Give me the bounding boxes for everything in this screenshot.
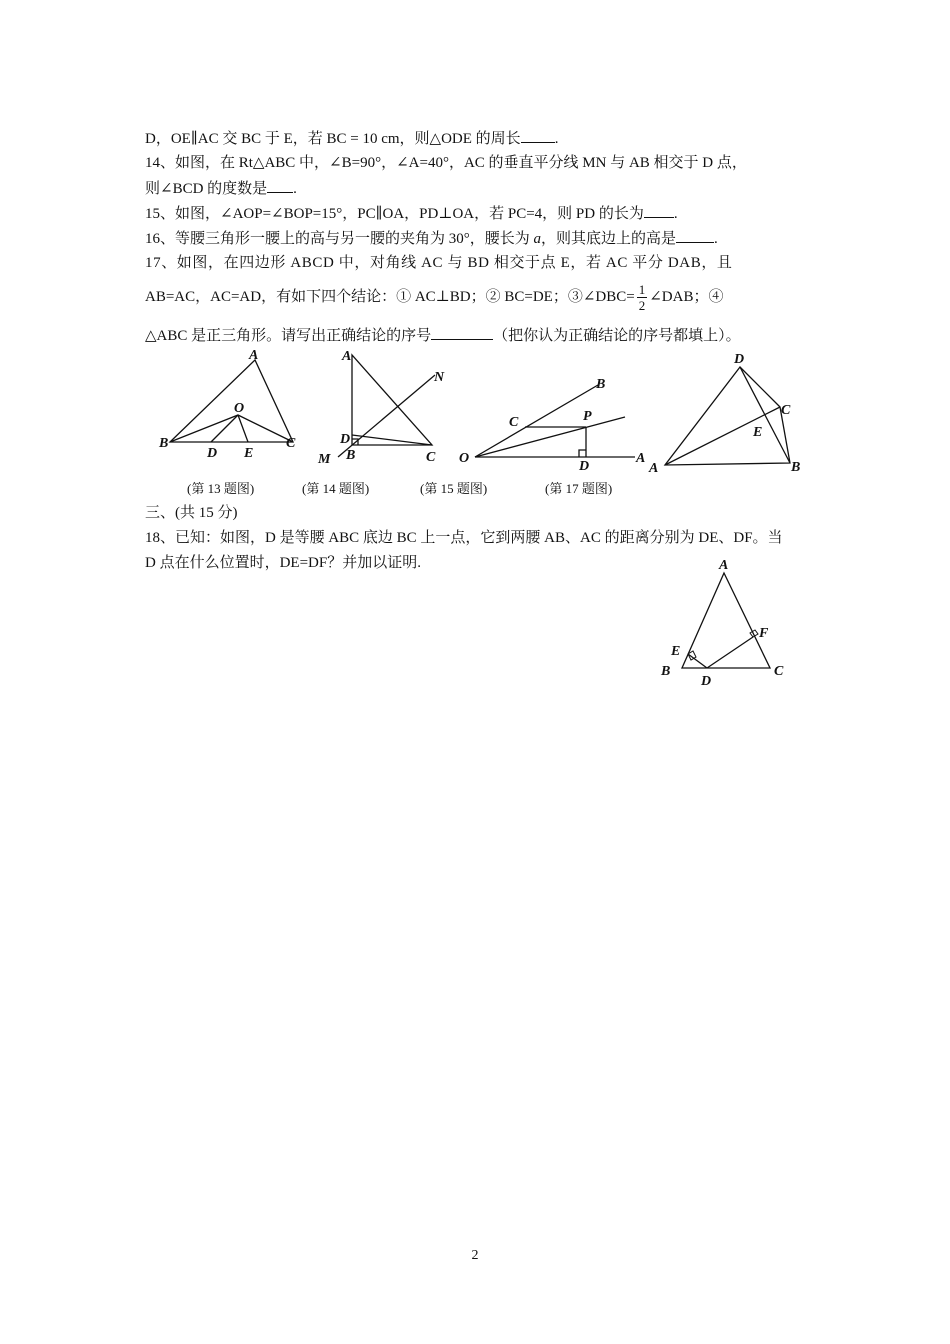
caption-figure-13: (第 13 题图)	[187, 481, 255, 496]
label-C: C	[774, 664, 784, 679]
figure-15	[455, 370, 655, 474]
label-E: E	[753, 425, 763, 440]
answer-blank	[644, 203, 674, 218]
q15-line	[145, 203, 678, 224]
q17-text-3: ∠DAB；④	[649, 288, 724, 305]
q17-text-2: AB=AC，AC=AD，有如下四个结论：① AC⊥BD；② BC=DE；③∠DBC=	[145, 288, 635, 305]
label-D: D	[207, 446, 218, 461]
label-A: A	[719, 558, 729, 573]
label-A: A	[342, 349, 352, 364]
page-number: 2	[471, 1248, 479, 1263]
label-C: C	[286, 436, 296, 451]
label-B: B	[346, 448, 356, 463]
label-D: D	[579, 459, 590, 474]
label-A: A	[636, 451, 646, 466]
answer-blank	[431, 325, 493, 340]
label-P: P	[583, 409, 592, 424]
caption-figure-17: (第 17 题图)	[545, 481, 613, 496]
q18-text: 18、已知：如图，D 是等腰 ABC 底边 BC 上一点，它到两腰 AB、AC 的距离分别为 DE、DF。当	[145, 530, 783, 546]
denominator: 2	[638, 298, 646, 313]
q15-text: 15、如图，∠AOP=∠BOP=15°，PC∥OA，PD⊥OA，若 PC=4，则 PD 的长为	[145, 206, 644, 222]
period: .	[714, 231, 718, 247]
label-B: B	[159, 436, 169, 451]
answer-blank	[676, 228, 714, 243]
label-C: C	[509, 415, 519, 430]
period: .	[554, 131, 559, 147]
numerator: 1	[638, 282, 646, 297]
q18-text-2: D 点在什么位置时，DE=DF？并加以证明.	[145, 555, 421, 571]
label-D: D	[340, 432, 351, 447]
fraction-one-half	[637, 282, 648, 313]
answer-blank	[267, 178, 293, 193]
caption-figure-15: (第 15 题图)	[420, 481, 488, 496]
q13-continuation	[145, 128, 558, 149]
label-A: A	[249, 348, 259, 363]
figure-14	[310, 345, 450, 470]
label-D: D	[701, 674, 712, 689]
section-3-text: 三、(共 15 分)	[145, 505, 238, 521]
q16-line	[145, 228, 718, 249]
q16-text-2: ，则其底边上的高是	[541, 231, 677, 247]
q14-text: 14、如图，在 Rt△ABC 中，∠B=90°，∠A=40°，AC 的垂直平分线 MN 与 AB 相交于 D 点，	[145, 155, 747, 171]
answer-blank	[521, 128, 555, 143]
figure-13	[150, 345, 310, 465]
q18-line2	[145, 553, 421, 573]
label-M: M	[318, 452, 331, 467]
label-C: C	[781, 403, 791, 418]
variable-a: a	[533, 231, 542, 247]
q17-text-4: △ABC 是正三角形。请写出正确结论的序号	[145, 328, 432, 344]
label-E: E	[671, 644, 681, 659]
q14-line1	[145, 153, 747, 173]
q17-text: 17、如图，在四边形 ABCD 中，对角线 AC 与 BD 相交于点 E，若 AC 平分 DAB，且	[145, 255, 733, 271]
label-C: C	[426, 450, 436, 465]
label-D: D	[734, 352, 745, 367]
section-3-heading	[145, 503, 238, 523]
q14-line2	[145, 178, 297, 199]
label-E: E	[244, 446, 254, 461]
q14-text-2: 则∠BCD 的度数是	[145, 181, 268, 197]
q17-text-5: （把你认为正确结论的序号都填上）。	[493, 328, 741, 344]
label-A: A	[649, 461, 659, 476]
figure-18	[655, 555, 805, 690]
q16-text: 16、等腰三角形一腰上的高与另一腰的夹角为 30°，腰长为	[145, 231, 534, 247]
q17-line2	[145, 282, 723, 313]
label-O: O	[234, 401, 245, 416]
label-N: N	[434, 370, 445, 385]
q17-line1	[145, 253, 733, 273]
label-F: F	[759, 626, 769, 641]
period: .	[293, 181, 297, 197]
label-B: B	[791, 460, 801, 475]
q13-text: D，OE∥AC 交 BC 于 E，若 BC = 10 cm，则△ODE 的周长	[145, 131, 521, 147]
label-O: O	[459, 451, 470, 466]
figure-17	[645, 345, 815, 480]
q18-line1	[145, 528, 783, 548]
label-B: B	[661, 664, 671, 679]
period: .	[673, 206, 678, 222]
label-B: B	[596, 377, 606, 392]
caption-figure-14: (第 14 题图)	[302, 481, 370, 496]
q17-line3	[145, 325, 741, 346]
